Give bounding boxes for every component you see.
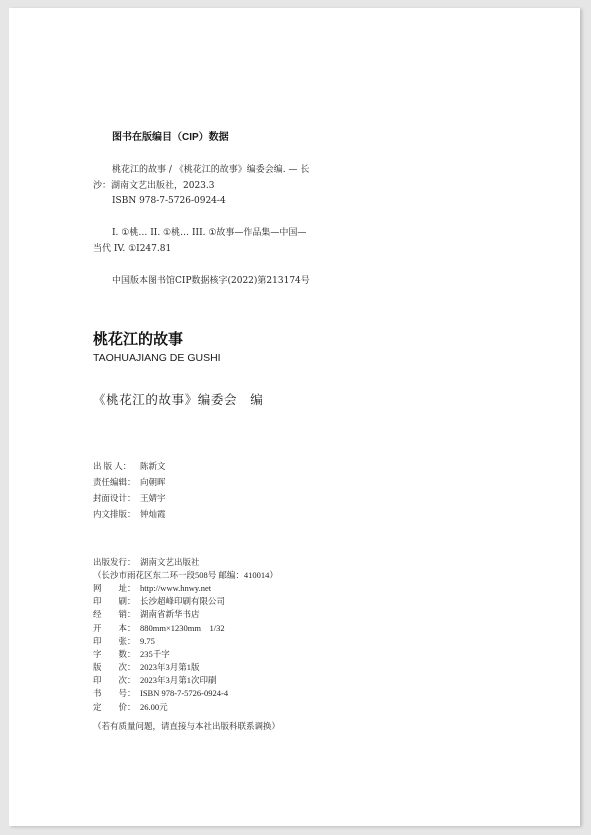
pub-value: 9.75: [140, 636, 155, 646]
pub-label: 字 数：: [93, 649, 136, 659]
pub-value: 长沙超峰印刷有限公司: [140, 596, 226, 606]
staff-item: [93, 477, 166, 488]
cip-verification-number: 中国版本图书馆CIP数据核字(2022)第213174号: [112, 276, 310, 286]
staff-label: 封面设计：: [93, 493, 136, 503]
staff-label: 出 版 人：: [93, 461, 132, 471]
pub-item: [93, 583, 211, 594]
staff-item: [93, 461, 166, 472]
pub-label: 书 号：: [93, 688, 136, 698]
staff-value: 向朝晖: [140, 477, 166, 487]
staff-value: 钟灿霞: [140, 509, 166, 519]
pub-item: [93, 623, 225, 634]
pub-value: 880mm×1230mm 1/32: [140, 623, 225, 633]
publisher-name: 湖南文艺出版社: [140, 557, 200, 567]
book-title-pinyin: TAOHUAJIANG DE GUSHI: [93, 352, 221, 364]
pub-item: [93, 675, 217, 686]
cip-record-line: 沙：湖南文艺出版社，2023.3: [93, 181, 215, 191]
cip-classification-line: I. ①桃… II. ①桃… III. ①故事—作品集—中国—: [112, 228, 307, 238]
pub-value: ISBN 978-7-5726-0924-4: [140, 688, 229, 698]
pub-label: 网 址：: [93, 583, 136, 593]
publisher-line: [93, 557, 200, 568]
pub-label: 经 销：: [93, 609, 136, 619]
pub-value: 2023年3月第1次印刷: [140, 675, 217, 685]
pub-item: [93, 688, 228, 699]
staff-label: 内文排版：: [93, 509, 136, 519]
staff-item: [93, 509, 166, 520]
staff-value: 陈新文: [140, 461, 166, 471]
pub-label: 印 刷：: [93, 596, 136, 606]
pub-item: [93, 662, 200, 673]
pub-item: [93, 649, 170, 660]
pub-value: 235千字: [140, 649, 170, 659]
pub-value: 湖南省新华书店: [140, 609, 200, 619]
pub-label: 印 次：: [93, 675, 136, 685]
book-title: 桃花江的故事: [93, 330, 184, 348]
staff-value: 王婧宇: [140, 493, 166, 503]
staff-label: 责任编辑：: [93, 477, 136, 487]
pub-label: 版 次：: [93, 662, 136, 672]
pub-item: [93, 636, 155, 647]
quality-notice: （若有质量问题，请直接与本社出版科联系调换）: [93, 721, 281, 731]
pub-item: [93, 702, 168, 713]
pub-item: [93, 596, 225, 607]
book-editor: 《桃花江的故事》编委会 编: [93, 392, 264, 407]
cip-isbn: ISBN 978-7-5726-0924-4: [112, 196, 226, 206]
cip-classification-line: 当代 IV. ①I247.81: [93, 244, 172, 254]
pub-label: 开 本：: [93, 623, 136, 633]
cip-heading: 图书在版编目（CIP）数据: [112, 132, 229, 143]
publisher-label: 出版发行：: [93, 557, 136, 567]
pub-value: 2023年3月第1版: [140, 662, 200, 672]
staff-item: [93, 493, 166, 504]
pub-item: [93, 609, 200, 620]
pub-value: http://www.hnwy.net: [140, 583, 212, 593]
publisher-address: （长沙市雨花区东二环一段508号 邮编：410014）: [93, 570, 278, 580]
pub-label: 定 价：: [93, 702, 136, 712]
cip-record-line: 桃花江的故事 / 《桃花江的故事》编委会编. — 长: [112, 165, 310, 175]
pub-label: 印 张：: [93, 636, 136, 646]
pub-value: 26.00元: [140, 702, 168, 712]
